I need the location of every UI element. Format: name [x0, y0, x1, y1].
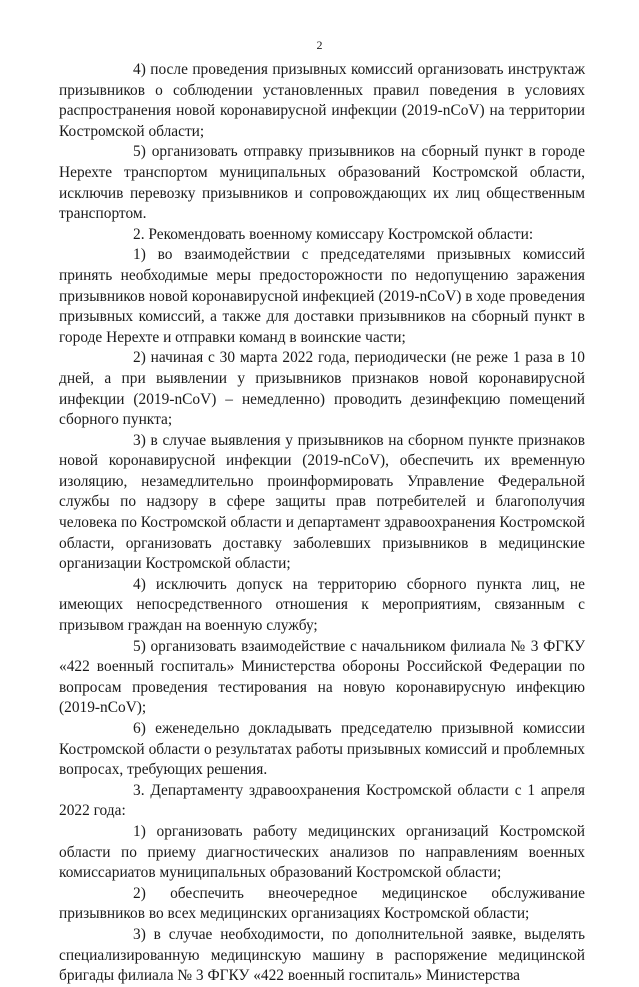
paragraph: 3) в случае выявления у призывников на сборном пункте признаков новой коронавирусной инфекции (2019-nCoV), обеспечить их временную изоляцию, незамедлительно проинформировать Управление Федеральной службы по надзору в сфере защиты прав потребителей и благополучия человека по Костромской области и департамент здравоохранения Костромской области, организовать доставку заболевших призывников в медицинские организации Костромской области;	[59, 431, 585, 573]
paragraph: 4) после проведения призывных комиссий организовать инструктаж призывников о соблюдении установленных правил поведения в условиях распространения новой коронавирусной инфекции (2019-nCoV) на территории Костромской области;	[59, 61, 585, 140]
paragraph: 6) еженедельно докладывать председателю призывной комиссии Костромской области о результатах работы призывных комиссий и проблемных вопросах, требующих решения.	[59, 720, 585, 779]
page-number: 2	[316, 38, 323, 52]
document-body	[59, 60, 585, 987]
section-heading: 2. Рекомендовать военному комиссару Костромской области:	[133, 225, 534, 243]
paragraph: 4) исключить допуск на территорию сборного пункта лиц, не имеющих непосредственного отношения к мероприятиям, связанным с призывом граждан на военную службу;	[59, 575, 585, 635]
paragraph: 5) организовать отправку призывников на сборный пункт в городе Нерехте транспортом муниципальных образований Костромской области, исключив перевозку призывников и сопровождающих их лиц общественным транспортом.	[59, 143, 585, 223]
paragraph: 1) организовать работу медицинских организаций Костромской области по приему диагностических анализов по направлениям военных комиссариатов муниципальных образований Костромской области;	[59, 822, 585, 882]
paragraph: 5) организовать взаимодействие с начальником филиала № 3 ФГКУ «422 военный госпиталь» Министерства обороны Российской Федерации по вопросам проведения тестирования на новую коронавирусную инфекцию (2019-nCoV);	[59, 637, 585, 717]
paragraph: 1) во взаимодействии с председателями призывных комиссий принять необходимые меры предосторожности по недопущению заражения призывников новой коронавирусной инфекцией (2019-nCoV) в ходе проведения призывных комиссий, а также для доставки призывников на сборный пункт в городе Нерехте и отправки команд в воинские части;	[59, 246, 585, 346]
paragraph: 3) в случае необходимости, по дополнительной заявке, выделять специализированную медицинскую машину в распоряжение медицинской бригады филиала № 3 ФГКУ «422 военный госпиталь» Министерства	[59, 925, 585, 985]
paragraph: 2) обеспечить внеочередное медицинское обслуживание призывников во всех медицинских организациях Костромской области;	[59, 884, 585, 923]
section-heading: 3. Департаменту здравоохранения Костромской области с 1 апреля 2022 года:	[59, 781, 585, 820]
paragraph: 2) начиная с 30 марта 2022 года, периодически (не реже 1 раза в 10 дней, а при выявлении у призывников признаков новой коронавирусной инфекции (2019-nCoV) – немедленно) проводить дезинфекцию помещений сборного пункта;	[59, 349, 585, 429]
